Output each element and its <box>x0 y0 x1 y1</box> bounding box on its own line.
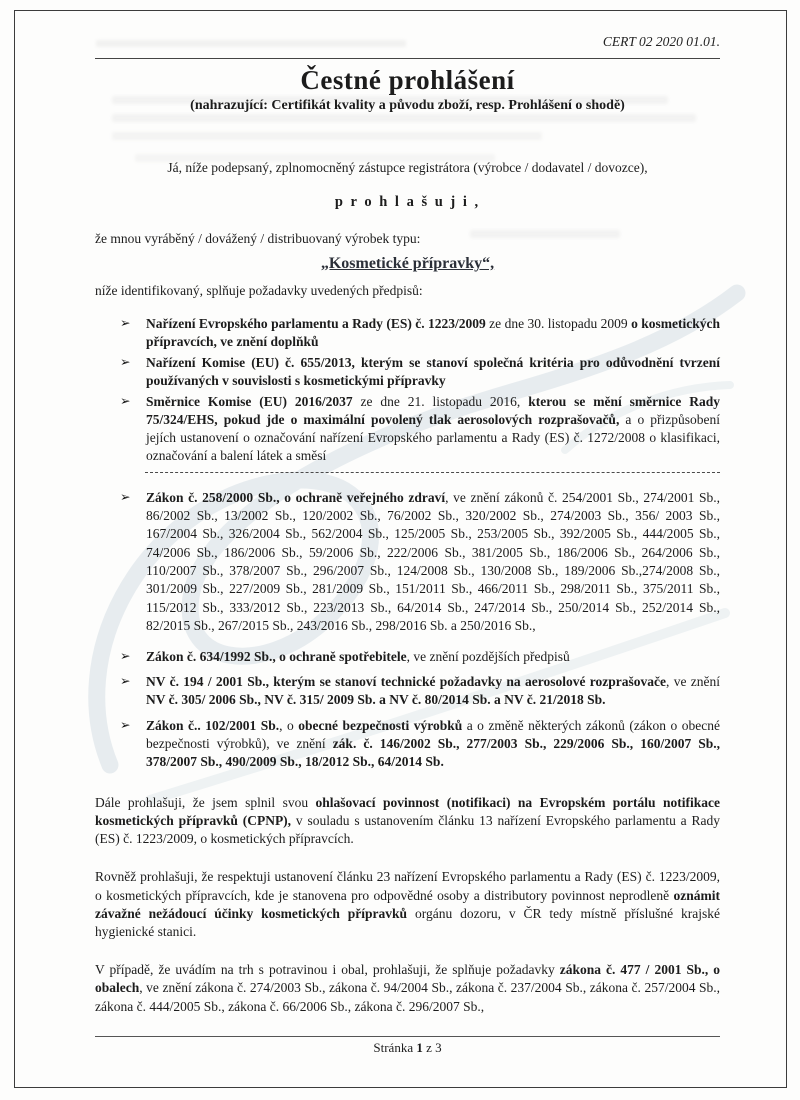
bullet-arrow-icon: ➢ <box>120 354 131 369</box>
header-rule <box>95 58 720 59</box>
paragraph-packaging: V případě, že uvádím na trh s potravinou i obal, prohlašuji, že splňuje požadavky zákona č. 477 / 2001 Sb., o obalech, ve znění zákona č. 274/2003 Sb., zákona č. 94/2004 Sb., zákona č. 237/2004 Sb., zákona č. 257/2004 Sb., zákona č. 444/2005 Sb., zákona č. 66/2006 Sb., zákona č. 296/2007 Sb., <box>95 962 720 1014</box>
page-title: Čestné prohlášení <box>300 65 515 95</box>
paragraph-notification: Dále prohlašuji, že jsem splnil svou ohlašovací povinnost (notifikaci) na Evropském portálu notifikace kosmetických přípravků (CPNP), v souladu s ustanovením článku 13 nařízení Evropského parlamentu a Rady (ES) č. 1223/2009, o kosmetických přípravcích. <box>95 794 720 847</box>
bullet-arrow-icon: ➢ <box>120 717 131 732</box>
page-footer <box>95 1036 720 1056</box>
dashed-separator <box>145 472 720 473</box>
eu-regulations-list <box>95 315 720 465</box>
page-number: Stránka 1 z 3 <box>373 1040 442 1055</box>
product-name: „Kosmetické přípravky“, <box>320 255 495 272</box>
list-item-text: Zákon č. 258/2000 Sb., o ochraně veřejného zdraví, ve znění zákonů č. 254/2001 Sb., 274/2001 Sb., 86/2002 Sb., 13/2002 Sb., 120/2002 Sb., 76/2002 Sb., 320/2002 Sb., 274/2003 Sb., 356/ 2003 Sb., 167/2004 Sb., 326/2004 Sb., 562/2004 Sb., 125/2005 Sb., 253/2005 Sb., 392/2005 Sb., 444/2005 Sb., 74/2006 Sb., 186/2006 Sb., 59/2006 Sb., 222/2006 Sb., 381/2005 Sb., 186/2006 Sb., 264/2006 Sb., 110/2007 Sb., 378/2007 Sb., 296/2007 Sb., 124/2008 Sb., 130/2008 Sb., 189/2006 Sb.,274/2008 Sb., 301/2009 Sb., 227/2009 Sb., 281/2009 Sb., 151/2011 Sb., 466/2011 Sb., 298/2011 Sb., 375/2011 Sb., 115/2012 Sb., 333/2012 Sb., 223/2013 Sb., 64/2014 Sb., 247/2014 Sb., 250/2014 Sb., 252/2014 Sb., 82/2015 Sb., 267/2015 Sb., 243/2016 Sb., 298/2016 Sb. a 250/2016 Sb., <box>146 489 720 634</box>
cz-laws-list <box>95 489 720 772</box>
legal-list-item <box>119 648 720 666</box>
product-type-line: že mnou vyráběný / dovážený / distribuovaný výrobek typu: <box>95 231 421 246</box>
legal-list-item <box>119 315 720 351</box>
bullet-arrow-icon: ➢ <box>120 393 131 408</box>
list-item-text: Nařízení Komise (EU) č. 655/2013, kterým se stanoví společná kritéria pro odůvodnění tvrzení používaných v souvislosti s kosmetickými přípravky <box>146 354 720 388</box>
bullet-arrow-icon: ➢ <box>120 489 131 504</box>
bullet-arrow-icon: ➢ <box>120 316 131 330</box>
bullet-arrow-icon: ➢ <box>120 648 131 663</box>
legal-list-item <box>119 354 720 390</box>
declaration-word: p r o h l a š u j i , <box>334 194 481 210</box>
list-item-text: Nařízení Evropského parlamentu a Rady (ES) č. 1223/2009 ze dne 30. listopadu 2009 o kosmetických přípravcích, ve znění doplňků <box>146 316 721 349</box>
page-subtitle: (nahrazující: Certifikát kvality a původu zboží, resp. Prohlášení o shodě) <box>190 98 625 113</box>
list-item-text: Zákon č. 634/1992 Sb., o ochraně spotřebitele, ve znění pozdějších předpisů <box>146 648 570 664</box>
intro-line: Já, níže podepsaný, zplnomocněný zástupce registrátora (výrobce / dodavatel / dovozce), <box>167 160 648 175</box>
list-item-text: NV č. 194 / 2001 Sb., kterým se stanoví technické požadavky na aerosolové rozprašovače, ve znění NV č. 305/ 2006 Sb., NV č. 315/ 2009 Sb. a NV č. 80/2014 Sb. a NV č. 21/2018 Sb. <box>146 673 720 708</box>
page-content <box>95 34 720 1016</box>
paragraph-article-23: Rovněž prohlašuji, že respektuji ustanovení článku 23 nařízení Evropského parlamentu a Rady (ES) č. 1223/2009, o kosmetických přípravcích, kde je stanovena pro odpovědné osoby a distributory povinnost neprodleně oznámit závažné nežádoucí účinky kosmetických přípravků orgánu dozoru, v ČR tedy místně příslušné krajské hygienické stanici. <box>95 869 720 939</box>
requirements-line: níže identifikovaný, splňuje požadavky uvedených předpisů: <box>95 283 423 298</box>
list-item-text: Zákon č.. 102/2001 Sb., o obecné bezpečnosti výrobků a o změně některých zákonů (zákon o obecné bezpečnosti výrobků), ve znění zák. č. 146/2002 Sb., 277/2003 Sb., 229/2006 Sb., 160/2007 Sb., 378/2007 Sb., 490/2009 Sb., 18/2012 Sb., 64/2014 Sb. <box>146 717 720 770</box>
list-item-text: Směrnice Komise (EU) 2016/2037 ze dne 21. listopadu 2016, kterou se mění směrnice Rady 75/324/EHS, pokud jde o maximální povolený tlak aerosolových rozprašovačů, a o přizpůsobení jejích ustanovení o označování nařízení Evropského parlamentu a Rady (ES) č. 1272/2008 o klasifikaci, označování a balení látek a směsí <box>146 393 721 463</box>
legal-list-item <box>119 393 720 465</box>
legal-list-item <box>119 673 720 710</box>
doc-code: CERT 02 2020 01.01. <box>602 34 720 49</box>
bullet-arrow-icon: ➢ <box>120 673 131 688</box>
legal-list-item <box>119 717 720 772</box>
legal-list-item <box>119 489 720 636</box>
